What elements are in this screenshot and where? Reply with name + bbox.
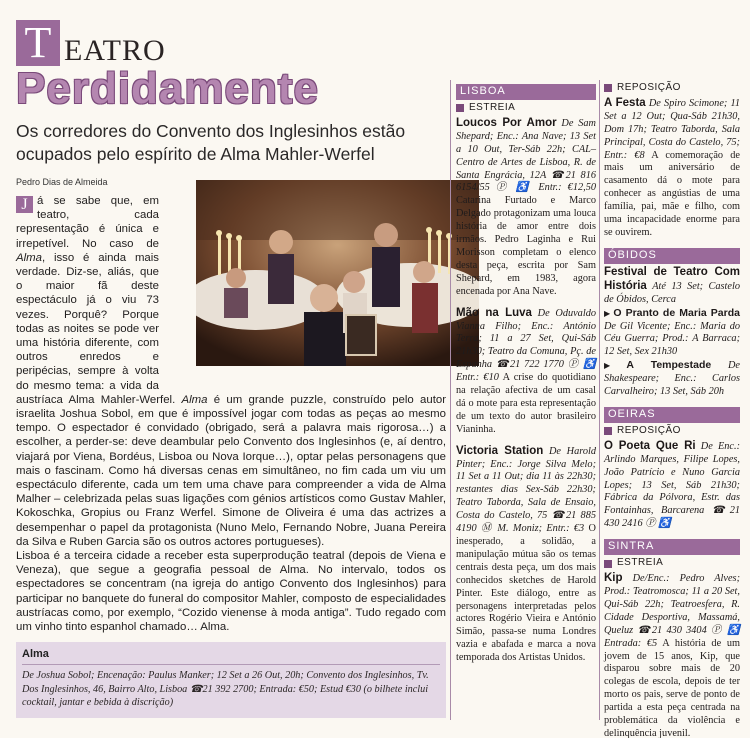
performance-photo-image [196,180,479,366]
show-title: Festival de Teatro Com História [604,265,740,292]
category-reposicao-oeiras [604,425,740,438]
triangle-bullet-icon: ▶ [604,308,612,318]
article-alma-2: Alma [181,393,208,406]
info-box-title: Alma [22,648,49,660]
triangle-bullet-icon: ▶ [604,361,625,371]
square-bullet-icon [604,427,612,435]
listing-mao [456,307,596,437]
listing-victoria [456,445,596,665]
article-text-1b: , isso é ainda mais verdade. Diz-se, aliás, que o maior fã deste espectáculo já o viu 73 vezes. Porquê? Porque todas as noites se pode ver uma história diferente, com outros enredos e peripécias, sempre à volta do mesmo tema: a vida da austríaca Alma Mahler-Werfel. [16,251,182,406]
column-rule-2 [599,80,600,720]
listings-column-1 [456,80,596,673]
show-description: A crise do quotidiano na relação afectiva de um casal dá o mote para esta representação de um texto do autor brasileiro Vianinha. [456,372,596,435]
info-box-divider [22,664,440,665]
show-description: A história de um jovem de 15 anos, Kip, que disparou sobre mais de 20 colegas de escola, depois de ter morto os pais, serve de ponto de partida a esta peça centrada na problemática da violência e delinquência juvenil. [604,637,740,738]
drop-cap: J [16,196,33,213]
category-label: REPOSIÇÃO [617,424,681,436]
city-header-sintra: SINTRA [604,539,740,555]
category-label: REPOSIÇÃO [617,82,681,93]
show-details: De Oduvaldo Vianna Filho; Enc.: António Terra; 11 a 27 Set, Qui-Sáb 21h30; Teatro da Comuna, Pç. de Espanha ☎21 722 1770 Ⓟ ♿ Entr.: €10 [456,307,596,384]
performance-photo [196,180,479,366]
info-box-text: De Joshua Sobol; Encenação: Paulus Manker; 12 Set a 26 Out, 20h; Convento dos Inglesinhos, Tv. Dos Inglesinhos, 46, Bairro Alto, Lisboa ☎21 392 2700; Entrada: €50; Estud €30 (o bilhete inclui cocktail, jantar e bebida à discrição) [22,670,429,708]
category-label: ESTREIA [469,102,516,113]
square-bullet-icon [604,560,612,568]
subhead: Os corredores do Convento dos Inglesinhos estão ocupados pelo espírito de Alma Mahler-Werfel [16,121,406,164]
category-estreia [456,102,596,115]
show-title: Loucos Por Amor [456,116,557,129]
show-title: Kip [604,572,623,585]
show-details: De Harold Pinter; Enc.: Jorge Silva Melo; 11 Set a 11 Out; dia 11 às 22h30; restantes dias Sex-Sáb 22h30; Teatro Taborda, Sala de Ensaio, Costa do Castelo, 75 ☎21 885 4190 Ⓜ M. Moniz; Entr.: €3 [456,445,596,535]
square-bullet-icon [456,104,464,112]
show-title: Mão na Luva [456,306,532,319]
city-header-oeiras: OEIRAS [604,407,740,423]
listing-loucos [456,117,596,299]
column-rule-1 [450,80,451,720]
sub-show-title: A Tempestade [626,359,712,372]
section-title: EATRO [64,34,166,67]
sub-show-title: O Pranto de Maria Parda [613,306,740,319]
show-description: O inesperado, a solidão, a manipulação mútua são os temas centrais desta peça, um dos mais conhecidos sketches de Harold Pinter. Este diálogo, entre as personagens interpretadas pelos actores Rogério Vieira e António Simão, passa-se numa Londres vazia e abafada e marca a nova temporada dos Artistas Unidos. [456,523,596,664]
section-initial: T [16,20,60,66]
listing-festival [604,266,740,399]
show-title: O Poeta Que Ri [604,439,696,452]
show-details: De Enc.: Arlindo Marques, Filipe Lopes, João Patrício e Nuno Garcia Lopes; 13 Set, Sáb 21h30; Fábrica da Pólvora, Estr. das Fontainhas, Barcarena ☎21 430 2416 Ⓟ ♿ [604,440,740,530]
article-text-1a: á se sabe que, em teatro, cada representação é única e irrepetível. No caso de [16,195,159,250]
listings-column-2 [604,80,740,738]
show-details: De Sam Shepard; Enc.: Ana Nave; 13 Set a 10 Out, Ter-Sáb 22h; CAL–Centro de Artes de Lisboa, R. de Santa Engrácia, 12A ☎21 816 6154/55 Ⓟ ♿ Entr.: €12,50 [456,117,596,194]
show-details: Até 13 Set; Castelo de Óbidos, Cerca [604,280,740,305]
show-description: A comemoração de mais um aniversário de casamento dá o mote para conhecer as angústias de uma família, pai, mãe e filho, com uma incapacidade enorme para se ouvirem. [604,149,740,238]
square-bullet-icon [604,84,612,92]
headline: Perdidamente [16,64,319,113]
show-title: A Festa [604,96,646,109]
show-details: De Spiro Scimone; 11 Set a 12 Out; Qua-Sáb 21h30, Dom 17h; Teatro Taborda, Sala Principal, Costa do Castelo, 75; Entr.: €8 [604,97,740,161]
listing-poeta [604,440,740,531]
show-details: De/Enc.: Pedro Alves; Prod.: Teatromosca; 11 a 20 Set, Qui-Sáb 22h; Teatroesfera, R. Cidade Desportiva, Massamá, Queluz ☎21 430 3404 Ⓟ ♿ Entrada: €5 [604,573,740,649]
city-header-obidos: ÓBIDOS [604,248,740,264]
sub-show-details: De Gil Vicente; Enc.: Maria do Céu Guerra; Prod.: A Barraca; 12 Set, Sex 21h30 [604,320,740,358]
article-text-3: Lisboa é a terceira cidade a receber esta superprodução teatral (depois de Viena e Veneza), que segue a geografia pessoal de Alma. No intervalo, todos os espectadores se concentram (na igreja do antigo Convento dos Inglesinhos) para participar no banquete do funeral do compositor Mahler, composto de especialidades austríacas como, por exemplo, “Cozido vienense à moda antiga”. Tudo regado com um vinho tinto espanhol chamado… Alma. [16,550,446,634]
article-text-2: é um grande puzzle, construído pelo autor israelita Joshua Sobol, em que é impossível jogar com todas as peças ao mesmo tempo. O espectador é convidado (obrigado, será a palavra mais rigorosa…) a escolher, a perder-se: deve deambular pelo Convento dos Inglesinhos (e, aí dentro, viajará por Viena, Bordéus, Lisboa ou Nova Iorque…), optar pelas personagens que mais o fascinam. Como há diversas cenas em simultâneo, no fim cada um viu um espectáculo diferente, cada um tem uma chave para compreender a vida de Alma Malher – celebrizada pelas suas ligações com génios artísticos como Gustav Mahler, Kokoschka, Gropius ou Franz Werfel. Simone de Oliveira é uma das actrizes a desempenhar o papel da protagonista (Nuno Melo, Fernando Nobre, Juana Pereira da Silva e Ruben Garcia são os outros actores portugueses). [16,393,446,548]
article-alma-1: Alma [16,251,42,264]
info-box [16,642,446,718]
sub-show-details: De Shakespeare; Enc.: Carlos Carvalheiro; 13 Set, Sáb 20h [604,360,741,398]
category-label: ESTREIA [617,557,664,569]
byline: Pedro Dias de Almeida [16,177,108,187]
category-estreia-sintra [604,557,740,570]
category-reposicao [604,82,740,95]
listing-kip [604,572,740,738]
city-header-lisboa: LISBOA [456,84,596,100]
listing-festa [604,97,740,240]
show-description: Catarina Furtado e Marco Delgado protagonizam uma louca história de amor entre dois irmãos. Pedro Laginha e Rui Morisson completam o elenco desta peça, escrita por Sam Shepard, em 1983, agora encenada por Ana Nave. [456,195,596,297]
show-title: Victoria Station [456,444,544,457]
